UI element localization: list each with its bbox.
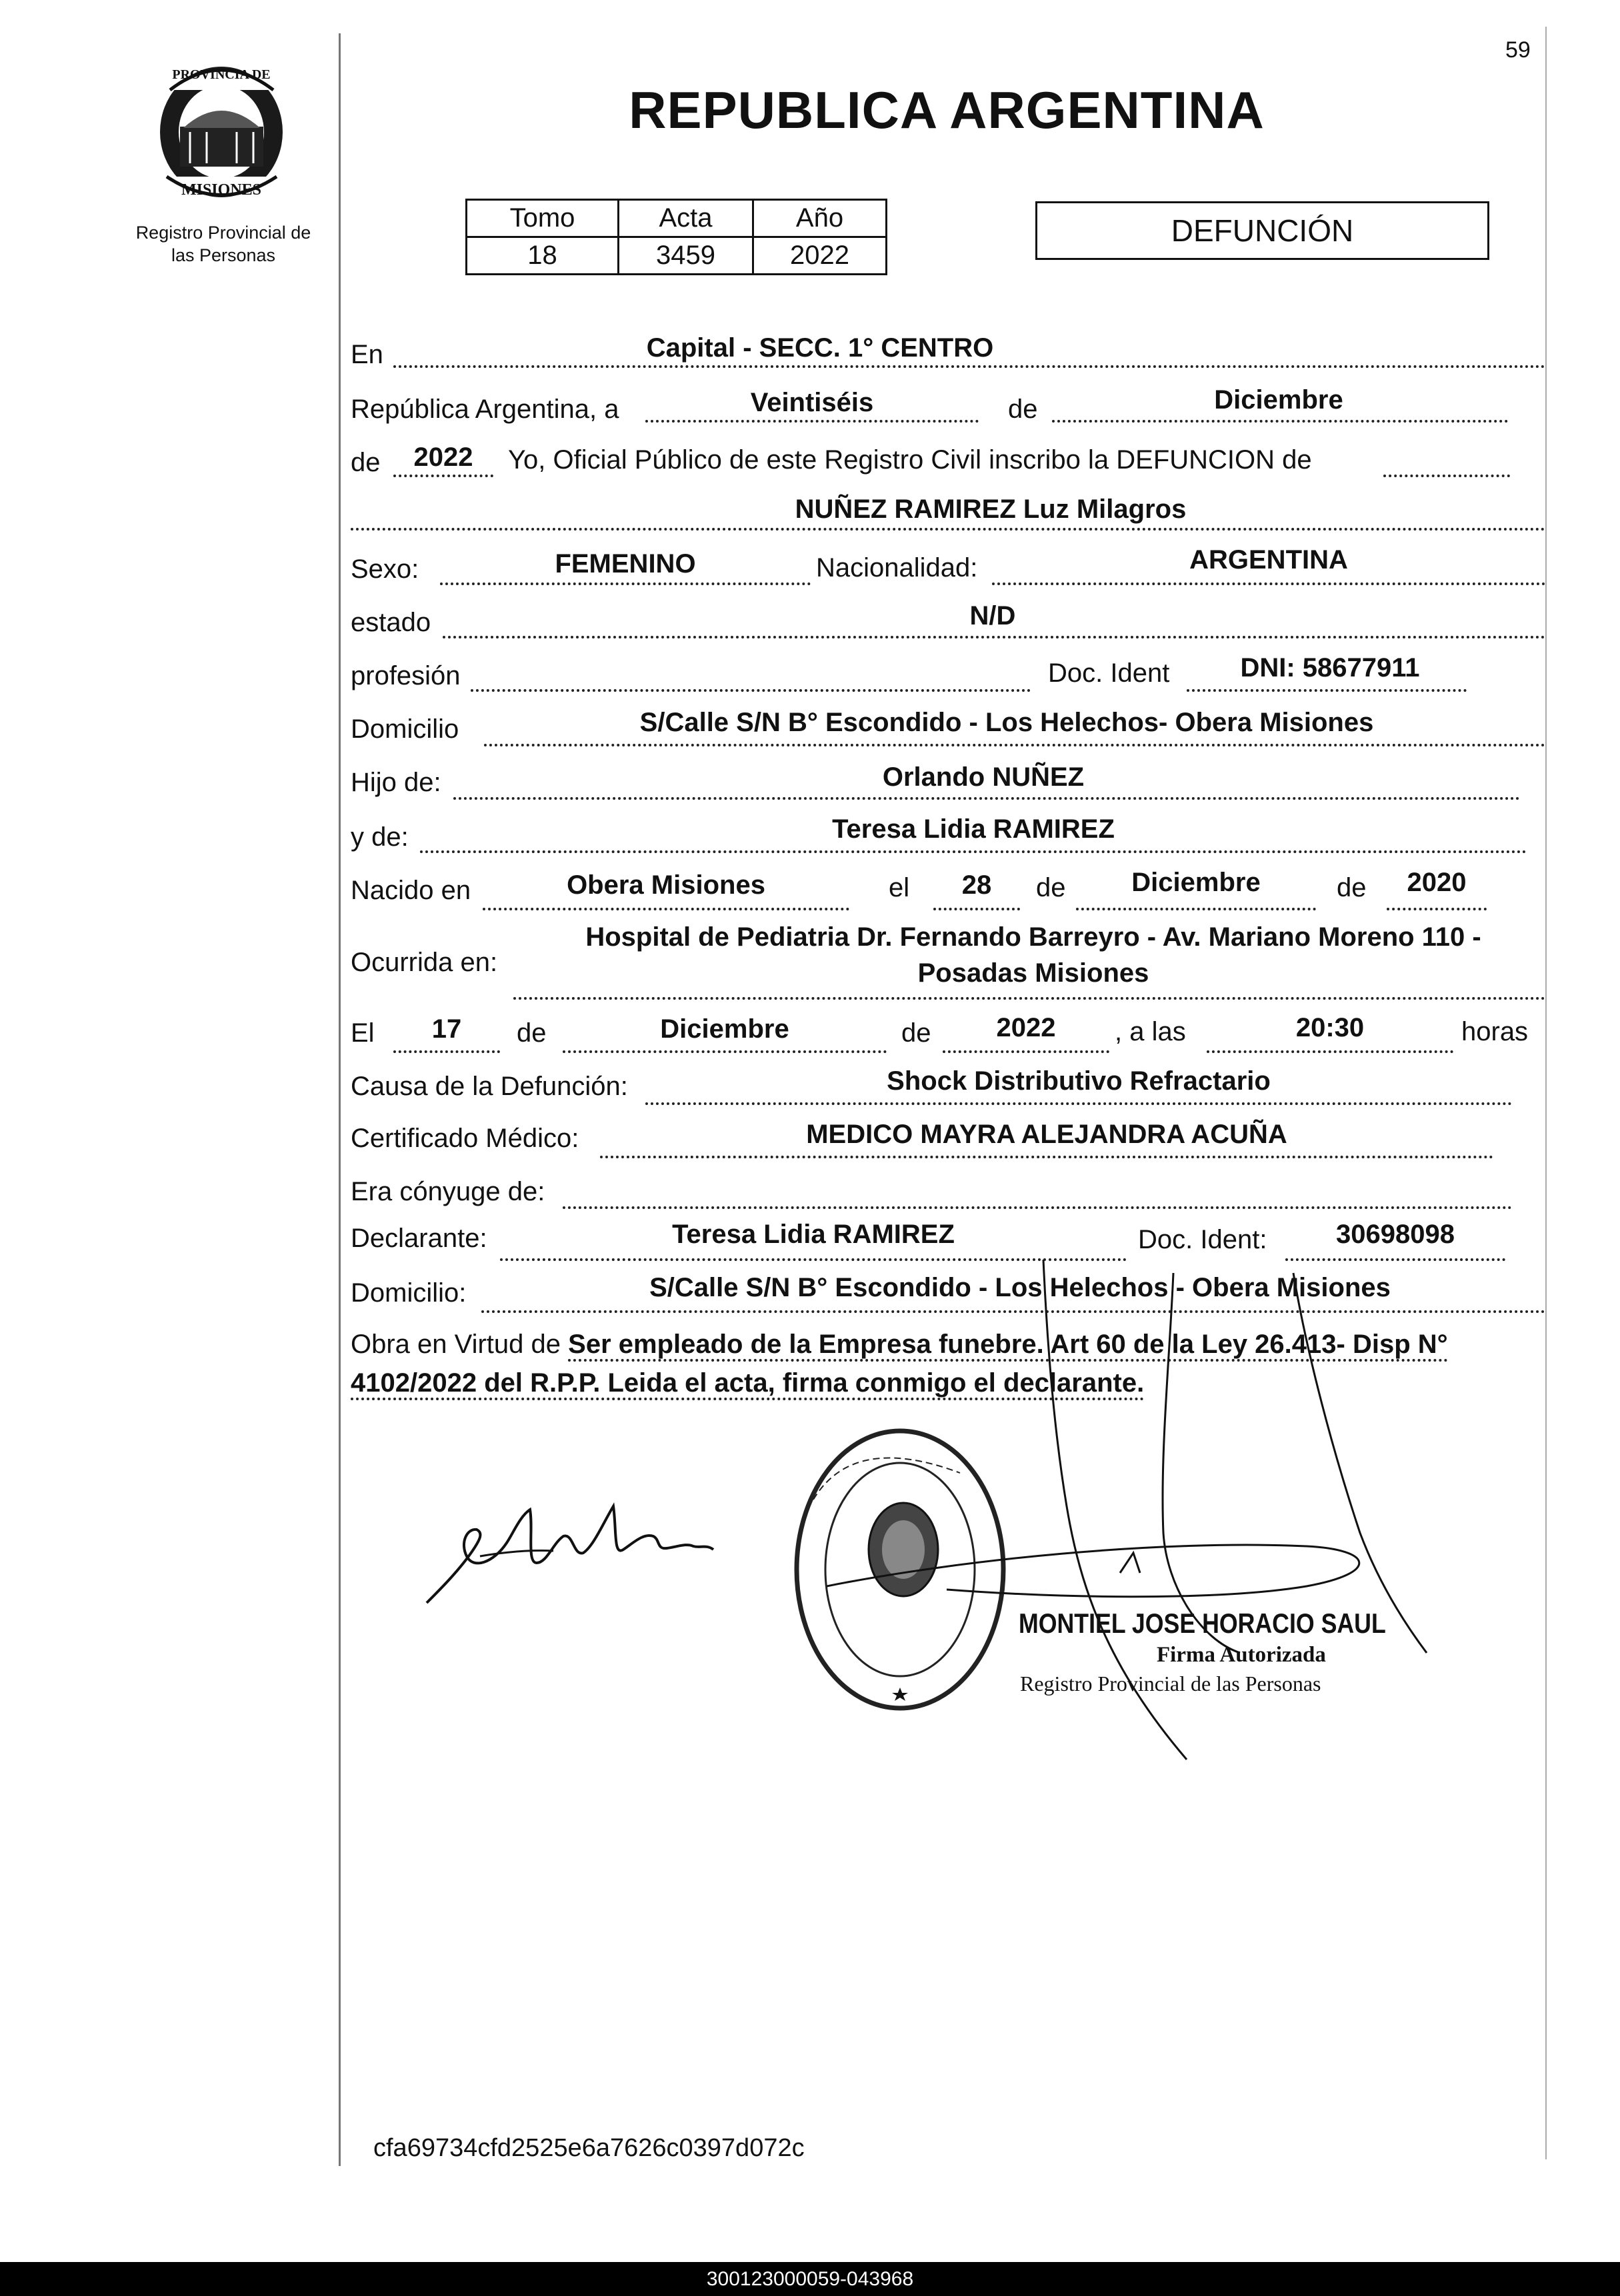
death-year-dots bbox=[943, 1050, 1109, 1053]
a-las-label: , a las bbox=[1115, 1017, 1186, 1046]
birth-de-label-2: de bbox=[1337, 873, 1367, 902]
death-year: 2022 bbox=[996, 1013, 1056, 1042]
en-label: En bbox=[351, 340, 383, 369]
birth-month-dots bbox=[1076, 908, 1316, 910]
domicilio2-value: S/Calle S/N B° Escondido - Los Helechos - Obera Misiones bbox=[649, 1273, 1391, 1302]
death-de-label-2: de bbox=[901, 1018, 931, 1048]
birth-el-label: el bbox=[889, 873, 910, 902]
en-dots bbox=[393, 365, 1545, 368]
certificado-label: Certificado Médico: bbox=[351, 1124, 579, 1153]
obra-value-1: Ser empleado de la Empresa funebre. Art 60 de la Ley 26.413- Disp N° bbox=[568, 1330, 1447, 1362]
certificado-value: MEDICO MAYRA ALEJANDRA ACUÑA bbox=[806, 1120, 1287, 1149]
death-day: 17 bbox=[431, 1014, 462, 1044]
stamp-official-name: MONTIEL JOSE HORACIO SAUL bbox=[1019, 1608, 1386, 1639]
y-de-dots bbox=[420, 850, 1527, 853]
document-code: 300123000059-043968 bbox=[706, 2267, 914, 2290]
death-el-label: El bbox=[351, 1018, 375, 1048]
sexo-label: Sexo: bbox=[351, 555, 419, 584]
birth-day: 28 bbox=[961, 870, 992, 900]
name-dots bbox=[351, 528, 1545, 531]
ocurrida-line2: Posadas Misiones bbox=[917, 958, 1149, 988]
registry-header-tomo: Tomo bbox=[467, 200, 619, 237]
doc-ident-dots bbox=[1187, 689, 1467, 692]
republica-label: República Argentina, a bbox=[351, 395, 619, 424]
record-type-label: DEFUNCIÓN bbox=[1171, 213, 1354, 248]
death-de-label: de bbox=[517, 1018, 547, 1048]
record-type-box bbox=[1035, 201, 1489, 260]
registry-header-acta: Acta bbox=[619, 200, 753, 237]
year-value: 2022 bbox=[413, 443, 473, 472]
birth-day-dots bbox=[933, 908, 1020, 910]
day-dots bbox=[645, 420, 979, 423]
registry-caption-line1: Registro Provincial de bbox=[135, 223, 311, 243]
document-hash: cfa69734cfd2525e6a7626c0397d072c bbox=[373, 2134, 805, 2162]
death-day-dots bbox=[393, 1050, 500, 1053]
ocurrida-label: Ocurrida en: bbox=[351, 948, 498, 977]
domicilio-label: Domicilio bbox=[351, 714, 459, 744]
death-month: Diciembre bbox=[660, 1014, 789, 1044]
month-value: Diciembre bbox=[1214, 385, 1343, 415]
sexo-dots bbox=[440, 582, 811, 585]
birth-year: 2020 bbox=[1407, 868, 1467, 897]
hijo-de-dots bbox=[453, 797, 1520, 800]
nacido-en-dots bbox=[483, 908, 849, 910]
doc-ident-label: Doc. Ident bbox=[1048, 658, 1170, 688]
y-de-value: Teresa Lidia RAMIREZ bbox=[832, 814, 1115, 844]
nacionalidad-value: ARGENTINA bbox=[1189, 545, 1348, 574]
registry-value-acta: 3459 bbox=[619, 237, 753, 275]
death-time-dots bbox=[1207, 1050, 1453, 1053]
conyuge-dots bbox=[563, 1206, 1512, 1209]
year-de-label: de bbox=[351, 448, 381, 477]
causa-value: Shock Distributivo Refractario bbox=[887, 1066, 1271, 1096]
declarante-doc-value: 30698098 bbox=[1336, 1220, 1455, 1249]
stamp-institution: Registro Provincial de las Personas bbox=[1020, 1672, 1321, 1696]
nacido-en-label: Nacido en bbox=[351, 876, 471, 905]
en-value: Capital - SECC. 1° CENTRO bbox=[646, 333, 994, 363]
ocurrida-dots bbox=[513, 997, 1545, 1000]
birth-year-dots bbox=[1387, 908, 1487, 910]
causa-label: Causa de la Defunción: bbox=[351, 1072, 628, 1101]
yo-dots bbox=[1383, 475, 1510, 477]
birth-month: Diciembre bbox=[1131, 868, 1261, 897]
domicilio2-label: Domicilio: bbox=[351, 1278, 467, 1308]
stamp-title: Firma Autorizada bbox=[1157, 1643, 1326, 1667]
de-label: de bbox=[1008, 395, 1038, 424]
obra-value-2: 4102/2022 del R.P.P. Leida el acta, firma conmigo el declarante. bbox=[351, 1368, 1144, 1400]
estado-label: estado bbox=[351, 608, 431, 637]
horas-label: horas bbox=[1461, 1017, 1529, 1046]
hijo-de-value: Orlando NUÑEZ bbox=[882, 762, 1085, 792]
deceased-name: NUÑEZ RAMIREZ Luz Milagros bbox=[795, 495, 1187, 524]
domicilio-value: S/Calle S/N B° Escondido - Los Helechos- Obera Misiones bbox=[639, 708, 1374, 737]
hijo-de-label: Hijo de: bbox=[351, 768, 441, 797]
province-logo bbox=[150, 53, 293, 203]
declarante-value: Teresa Lidia RAMIREZ bbox=[672, 1220, 955, 1249]
logo-text-top: PROVINCIA DE bbox=[172, 67, 271, 82]
birth-de-label: de bbox=[1036, 873, 1066, 902]
profesion-dots bbox=[471, 689, 1031, 692]
registry-caption bbox=[117, 221, 330, 267]
registry-caption-line2: las Personas bbox=[171, 245, 276, 265]
conyuge-label: Era cónyuge de: bbox=[351, 1177, 545, 1206]
sexo-value: FEMENINO bbox=[555, 549, 696, 578]
obra-label: Obra en Virtud de bbox=[351, 1330, 561, 1359]
logo-text-bottom: MISIONES bbox=[181, 181, 262, 199]
estado-value: N/D bbox=[969, 601, 1016, 630]
certificado-dots bbox=[600, 1156, 1493, 1158]
page-title: REPUBLICA ARGENTINA bbox=[629, 81, 1265, 139]
month-dots bbox=[1052, 420, 1508, 423]
registry-header-row bbox=[467, 200, 887, 237]
nacido-en-value: Obera Misiones bbox=[567, 870, 765, 900]
left-margin-line bbox=[339, 33, 341, 2166]
nacionalidad-dots bbox=[992, 582, 1545, 585]
registry-table bbox=[465, 199, 887, 275]
right-margin-line bbox=[1545, 27, 1547, 2159]
declarant-signature bbox=[413, 1470, 727, 1616]
yo-text: Yo, Oficial Público de este Registro Civil inscribo la DEFUNCION de bbox=[508, 445, 1312, 475]
day-value: Veintiséis bbox=[750, 388, 874, 417]
causa-dots bbox=[645, 1102, 1512, 1105]
ocurrida-line1: Hospital de Pediatria Dr. Fernando Barreyro - Av. Mariano Moreno 110 - bbox=[585, 922, 1481, 952]
estado-dots bbox=[443, 636, 1545, 638]
profesion-label: profesión bbox=[351, 661, 461, 690]
declarante-label: Declarante: bbox=[351, 1224, 487, 1253]
domicilio-dots bbox=[484, 744, 1545, 746]
death-time: 20:30 bbox=[1295, 1013, 1365, 1042]
death-month-dots bbox=[563, 1050, 887, 1053]
y-de-label: y de: bbox=[351, 822, 409, 852]
nacionalidad-label: Nacionalidad: bbox=[816, 553, 978, 582]
footer-bar bbox=[0, 2262, 1620, 2296]
registry-value-ano: 2022 bbox=[753, 237, 887, 275]
registry-value-tomo: 18 bbox=[467, 237, 619, 275]
doc-ident-value: DNI: 58677911 bbox=[1240, 653, 1420, 682]
page-number: 59 bbox=[1505, 37, 1531, 63]
registry-value-row bbox=[467, 237, 887, 275]
registry-header-ano: Año bbox=[753, 200, 887, 237]
year-dots bbox=[393, 475, 493, 477]
declarante-doc-label: Doc. Ident: bbox=[1138, 1225, 1267, 1254]
